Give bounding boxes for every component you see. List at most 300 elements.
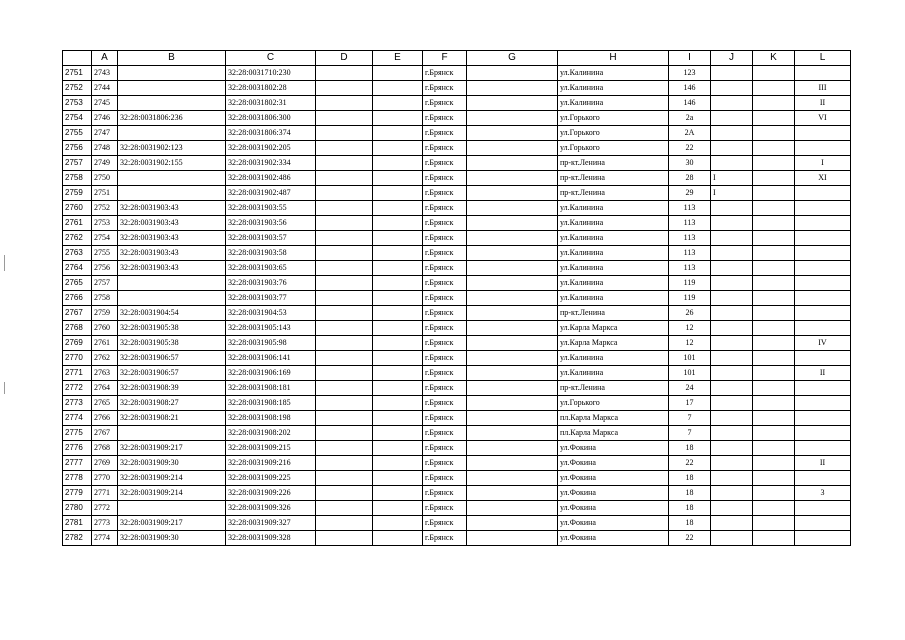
cell-col-d[interactable]	[316, 501, 373, 516]
cell-col-b[interactable]: 32:28:0031903:43	[118, 216, 226, 231]
cell-col-i[interactable]: 113	[669, 231, 711, 246]
cell-col-i[interactable]: 22	[669, 531, 711, 546]
cell-col-h[interactable]: ул.Калинина	[558, 231, 669, 246]
cell-col-i[interactable]: 119	[669, 276, 711, 291]
cell-col-h[interactable]: ул.Калинина	[558, 261, 669, 276]
cell-col-g[interactable]	[467, 471, 558, 486]
cell-col-j[interactable]: I	[711, 186, 753, 201]
cell-col-e[interactable]	[373, 336, 423, 351]
cell-col-c[interactable]: 32:28:0031908:185	[226, 396, 316, 411]
cell-col-h[interactable]: ул.Фокина	[558, 516, 669, 531]
cell-col-k[interactable]	[753, 396, 795, 411]
cell-col-i[interactable]: 28	[669, 171, 711, 186]
cell-col-d[interactable]	[316, 471, 373, 486]
cell-col-l[interactable]: III	[795, 81, 851, 96]
row-number[interactable]: 2765	[63, 276, 92, 291]
cell-col-e[interactable]	[373, 321, 423, 336]
cell-col-l[interactable]	[795, 261, 851, 276]
cell-col-i[interactable]: 17	[669, 396, 711, 411]
cell-col-f[interactable]: г.Брянск	[423, 231, 467, 246]
cell-col-c[interactable]: 32:28:0031902:487	[226, 186, 316, 201]
cell-col-l[interactable]	[795, 246, 851, 261]
cell-col-k[interactable]	[753, 351, 795, 366]
cell-col-e[interactable]	[373, 156, 423, 171]
cell-col-h[interactable]: ул.Калинина	[558, 291, 669, 306]
cell-col-h[interactable]: ул.Фокина	[558, 486, 669, 501]
cell-col-b[interactable]	[118, 186, 226, 201]
cell-col-k[interactable]	[753, 126, 795, 141]
cell-col-j[interactable]	[711, 141, 753, 156]
cell-col-k[interactable]	[753, 261, 795, 276]
cell-col-d[interactable]	[316, 201, 373, 216]
cell-col-e[interactable]	[373, 276, 423, 291]
column-header-a[interactable]: A	[92, 51, 118, 66]
cell-col-a[interactable]: 2764	[92, 381, 118, 396]
cell-col-d[interactable]	[316, 291, 373, 306]
cell-col-f[interactable]: г.Брянск	[423, 306, 467, 321]
cell-col-a[interactable]: 2763	[92, 366, 118, 381]
cell-col-f[interactable]: г.Брянск	[423, 351, 467, 366]
cell-col-j[interactable]	[711, 531, 753, 546]
cell-col-c[interactable]: 32:28:0031908:181	[226, 381, 316, 396]
cell-col-f[interactable]: г.Брянск	[423, 126, 467, 141]
cell-col-d[interactable]	[316, 411, 373, 426]
cell-col-e[interactable]	[373, 201, 423, 216]
cell-col-j[interactable]	[711, 381, 753, 396]
cell-col-c[interactable]: 32:28:0031902:334	[226, 156, 316, 171]
cell-col-g[interactable]	[467, 291, 558, 306]
cell-col-a[interactable]: 2756	[92, 261, 118, 276]
cell-col-c[interactable]: 32:28:0031905:98	[226, 336, 316, 351]
cell-col-j[interactable]	[711, 96, 753, 111]
row-number[interactable]: 2757	[63, 156, 92, 171]
cell-col-h[interactable]: ул.Калинина	[558, 276, 669, 291]
row-number[interactable]: 2771	[63, 366, 92, 381]
cell-col-g[interactable]	[467, 246, 558, 261]
cell-col-b[interactable]: 32:28:0031905:38	[118, 336, 226, 351]
cell-col-c[interactable]: 32:28:0031904:53	[226, 306, 316, 321]
cell-col-k[interactable]	[753, 216, 795, 231]
cell-col-d[interactable]	[316, 246, 373, 261]
cell-col-a[interactable]: 2750	[92, 171, 118, 186]
cell-col-d[interactable]	[316, 321, 373, 336]
cell-col-a[interactable]: 2748	[92, 141, 118, 156]
cell-col-d[interactable]	[316, 516, 373, 531]
cell-col-e[interactable]	[373, 186, 423, 201]
cell-col-i[interactable]: 7	[669, 426, 711, 441]
cell-col-j[interactable]	[711, 276, 753, 291]
cell-col-b[interactable]	[118, 426, 226, 441]
cell-col-b[interactable]: 32:28:0031903:43	[118, 246, 226, 261]
cell-col-b[interactable]	[118, 501, 226, 516]
cell-col-k[interactable]	[753, 186, 795, 201]
column-header-i[interactable]: I	[669, 51, 711, 66]
cell-col-h[interactable]: ул.Горького	[558, 126, 669, 141]
cell-col-e[interactable]	[373, 456, 423, 471]
cell-col-h[interactable]: ул.Калинина	[558, 201, 669, 216]
cell-col-c[interactable]: 32:28:0031802:28	[226, 81, 316, 96]
cell-col-k[interactable]	[753, 111, 795, 126]
cell-col-d[interactable]	[316, 66, 373, 81]
cell-col-a[interactable]: 2746	[92, 111, 118, 126]
cell-col-f[interactable]: г.Брянск	[423, 291, 467, 306]
column-header-b[interactable]: B	[118, 51, 226, 66]
column-header-d[interactable]: D	[316, 51, 373, 66]
cell-col-a[interactable]: 2752	[92, 201, 118, 216]
cell-col-c[interactable]: 32:28:0031909:215	[226, 441, 316, 456]
row-number[interactable]: 2777	[63, 456, 92, 471]
row-number[interactable]: 2755	[63, 126, 92, 141]
cell-col-f[interactable]: г.Брянск	[423, 186, 467, 201]
cell-col-b[interactable]: 32:28:0031909:214	[118, 471, 226, 486]
cell-col-l[interactable]	[795, 276, 851, 291]
cell-col-j[interactable]: I	[711, 171, 753, 186]
cell-col-c[interactable]: 32:28:0031909:226	[226, 486, 316, 501]
cell-col-i[interactable]: 123	[669, 66, 711, 81]
cell-col-k[interactable]	[753, 531, 795, 546]
row-number[interactable]: 2775	[63, 426, 92, 441]
cell-col-j[interactable]	[711, 486, 753, 501]
cell-col-b[interactable]	[118, 66, 226, 81]
column-header-g[interactable]: G	[467, 51, 558, 66]
cell-col-a[interactable]: 2755	[92, 246, 118, 261]
cell-col-i[interactable]: 18	[669, 471, 711, 486]
cell-col-a[interactable]: 2759	[92, 306, 118, 321]
cell-col-j[interactable]	[711, 306, 753, 321]
cell-col-l[interactable]	[795, 351, 851, 366]
cell-col-g[interactable]	[467, 381, 558, 396]
cell-col-g[interactable]	[467, 96, 558, 111]
cell-col-j[interactable]	[711, 351, 753, 366]
cell-col-a[interactable]: 2765	[92, 396, 118, 411]
cell-col-h[interactable]: ул.Калинина	[558, 96, 669, 111]
cell-col-j[interactable]	[711, 426, 753, 441]
cell-col-k[interactable]	[753, 321, 795, 336]
cell-col-a[interactable]: 2773	[92, 516, 118, 531]
cell-col-d[interactable]	[316, 96, 373, 111]
cell-col-h[interactable]: ул.Калинина	[558, 216, 669, 231]
cell-col-g[interactable]	[467, 171, 558, 186]
cell-col-k[interactable]	[753, 501, 795, 516]
cell-col-d[interactable]	[316, 156, 373, 171]
cell-col-i[interactable]: 2А	[669, 126, 711, 141]
cell-col-f[interactable]: г.Брянск	[423, 81, 467, 96]
cell-col-d[interactable]	[316, 216, 373, 231]
cell-col-f[interactable]: г.Брянск	[423, 486, 467, 501]
cell-col-g[interactable]	[467, 501, 558, 516]
cell-col-c[interactable]: 32:28:0031903:65	[226, 261, 316, 276]
cell-col-d[interactable]	[316, 366, 373, 381]
cell-col-l[interactable]	[795, 231, 851, 246]
cell-col-e[interactable]	[373, 171, 423, 186]
cell-col-l[interactable]: I	[795, 156, 851, 171]
cell-col-g[interactable]	[467, 156, 558, 171]
cell-col-l[interactable]	[795, 321, 851, 336]
cell-col-i[interactable]: 113	[669, 216, 711, 231]
cell-col-i[interactable]: 26	[669, 306, 711, 321]
row-number[interactable]: 2768	[63, 321, 92, 336]
cell-col-h[interactable]: ул.Фокина	[558, 456, 669, 471]
row-number[interactable]: 2769	[63, 336, 92, 351]
row-number[interactable]: 2767	[63, 306, 92, 321]
cell-col-i[interactable]: 24	[669, 381, 711, 396]
cell-col-c[interactable]: 32:28:0031902:486	[226, 171, 316, 186]
cell-col-f[interactable]: г.Брянск	[423, 441, 467, 456]
cell-col-j[interactable]	[711, 411, 753, 426]
cell-col-d[interactable]	[316, 126, 373, 141]
cell-col-l[interactable]	[795, 141, 851, 156]
cell-col-c[interactable]: 32:28:0031802:31	[226, 96, 316, 111]
row-number[interactable]: 2772	[63, 381, 92, 396]
cell-col-i[interactable]: 18	[669, 441, 711, 456]
cell-col-f[interactable]: г.Брянск	[423, 516, 467, 531]
cell-col-d[interactable]	[316, 426, 373, 441]
cell-col-f[interactable]: г.Брянск	[423, 531, 467, 546]
cell-col-a[interactable]: 2745	[92, 96, 118, 111]
cell-col-e[interactable]	[373, 291, 423, 306]
row-number[interactable]: 2781	[63, 516, 92, 531]
cell-col-b[interactable]: 32:28:0031903:43	[118, 231, 226, 246]
cell-col-b[interactable]: 32:28:0031806:236	[118, 111, 226, 126]
cell-col-g[interactable]	[467, 321, 558, 336]
cell-col-c[interactable]: 32:28:0031806:374	[226, 126, 316, 141]
cell-col-d[interactable]	[316, 381, 373, 396]
cell-col-a[interactable]: 2768	[92, 441, 118, 456]
cell-col-h[interactable]: пр-кт.Ленина	[558, 156, 669, 171]
cell-col-d[interactable]	[316, 441, 373, 456]
cell-col-a[interactable]: 2766	[92, 411, 118, 426]
cell-col-k[interactable]	[753, 246, 795, 261]
cell-col-j[interactable]	[711, 81, 753, 96]
cell-col-a[interactable]: 2760	[92, 321, 118, 336]
cell-col-k[interactable]	[753, 411, 795, 426]
cell-col-e[interactable]	[373, 126, 423, 141]
row-number[interactable]: 2766	[63, 291, 92, 306]
cell-col-h[interactable]: ул.Карла Маркса	[558, 321, 669, 336]
cell-col-a[interactable]: 2757	[92, 276, 118, 291]
cell-col-a[interactable]: 2743	[92, 66, 118, 81]
cell-col-i[interactable]: 12	[669, 336, 711, 351]
cell-col-l[interactable]	[795, 216, 851, 231]
cell-col-h[interactable]: ул.Фокина	[558, 531, 669, 546]
row-number[interactable]: 2779	[63, 486, 92, 501]
cell-col-e[interactable]	[373, 66, 423, 81]
cell-col-j[interactable]	[711, 441, 753, 456]
cell-col-l[interactable]	[795, 66, 851, 81]
cell-col-c[interactable]: 32:28:0031903:77	[226, 291, 316, 306]
cell-col-b[interactable]: 32:28:0031909:217	[118, 516, 226, 531]
cell-col-c[interactable]: 32:28:0031909:327	[226, 516, 316, 531]
column-header-c[interactable]: C	[226, 51, 316, 66]
cell-col-d[interactable]	[316, 141, 373, 156]
row-number[interactable]: 2760	[63, 201, 92, 216]
cell-col-i[interactable]: 146	[669, 81, 711, 96]
cell-col-h[interactable]: ул.Горького	[558, 396, 669, 411]
cell-col-e[interactable]	[373, 141, 423, 156]
cell-col-k[interactable]	[753, 231, 795, 246]
cell-col-k[interactable]	[753, 96, 795, 111]
cell-col-e[interactable]	[373, 111, 423, 126]
cell-col-l[interactable]: 3	[795, 486, 851, 501]
cell-col-k[interactable]	[753, 456, 795, 471]
cell-col-b[interactable]: 32:28:0031909:30	[118, 531, 226, 546]
row-number[interactable]: 2752	[63, 81, 92, 96]
cell-col-e[interactable]	[373, 516, 423, 531]
cell-col-j[interactable]	[711, 471, 753, 486]
cell-col-e[interactable]	[373, 231, 423, 246]
cell-col-l[interactable]	[795, 441, 851, 456]
cell-col-g[interactable]	[467, 201, 558, 216]
cell-col-i[interactable]: 113	[669, 201, 711, 216]
cell-col-j[interactable]	[711, 291, 753, 306]
cell-col-g[interactable]	[467, 141, 558, 156]
cell-col-j[interactable]	[711, 366, 753, 381]
cell-col-a[interactable]: 2771	[92, 486, 118, 501]
cell-col-j[interactable]	[711, 501, 753, 516]
cell-col-g[interactable]	[467, 186, 558, 201]
cell-col-j[interactable]	[711, 516, 753, 531]
cell-col-j[interactable]	[711, 216, 753, 231]
cell-col-i[interactable]: 2а	[669, 111, 711, 126]
cell-col-e[interactable]	[373, 501, 423, 516]
cell-col-i[interactable]: 101	[669, 351, 711, 366]
cell-col-e[interactable]	[373, 81, 423, 96]
cell-col-j[interactable]	[711, 336, 753, 351]
cell-col-l[interactable]	[795, 201, 851, 216]
cell-col-b[interactable]: 32:28:0031905:38	[118, 321, 226, 336]
cell-col-h[interactable]: ул.Горького	[558, 141, 669, 156]
cell-col-j[interactable]	[711, 201, 753, 216]
cell-col-g[interactable]	[467, 336, 558, 351]
cell-col-f[interactable]: г.Брянск	[423, 426, 467, 441]
cell-col-d[interactable]	[316, 171, 373, 186]
cell-col-l[interactable]: VI	[795, 111, 851, 126]
cell-col-g[interactable]	[467, 126, 558, 141]
cell-col-e[interactable]	[373, 246, 423, 261]
cell-col-b[interactable]	[118, 126, 226, 141]
cell-col-c[interactable]: 32:28:0031905:143	[226, 321, 316, 336]
cell-col-l[interactable]: IV	[795, 336, 851, 351]
cell-col-l[interactable]: II	[795, 366, 851, 381]
column-header-k[interactable]: K	[753, 51, 795, 66]
cell-col-g[interactable]	[467, 306, 558, 321]
cell-col-d[interactable]	[316, 306, 373, 321]
cell-col-h[interactable]: ул.Фокина	[558, 471, 669, 486]
column-header-h[interactable]: H	[558, 51, 669, 66]
cell-col-a[interactable]: 2762	[92, 351, 118, 366]
cell-col-c[interactable]: 32:28:0031903:56	[226, 216, 316, 231]
cell-col-i[interactable]: 18	[669, 486, 711, 501]
cell-col-f[interactable]: г.Брянск	[423, 96, 467, 111]
cell-col-d[interactable]	[316, 276, 373, 291]
cell-col-b[interactable]: 32:28:0031904:54	[118, 306, 226, 321]
cell-col-j[interactable]	[711, 321, 753, 336]
cell-col-g[interactable]	[467, 426, 558, 441]
row-number[interactable]: 2761	[63, 216, 92, 231]
cell-col-l[interactable]: II	[795, 456, 851, 471]
cell-col-h[interactable]: пр-кт.Ленина	[558, 171, 669, 186]
cell-col-h[interactable]: ул.Калинина	[558, 366, 669, 381]
cell-col-c[interactable]: 32:28:0031909:328	[226, 531, 316, 546]
cell-col-k[interactable]	[753, 291, 795, 306]
cell-col-e[interactable]	[373, 531, 423, 546]
cell-col-c[interactable]: 32:28:0031903:57	[226, 231, 316, 246]
cell-col-g[interactable]	[467, 366, 558, 381]
cell-col-a[interactable]: 2758	[92, 291, 118, 306]
cell-col-f[interactable]: г.Брянск	[423, 471, 467, 486]
cell-col-b[interactable]: 32:28:0031906:57	[118, 366, 226, 381]
cell-col-g[interactable]	[467, 216, 558, 231]
cell-col-k[interactable]	[753, 426, 795, 441]
cell-col-l[interactable]	[795, 396, 851, 411]
cell-col-j[interactable]	[711, 126, 753, 141]
cell-col-l[interactable]	[795, 531, 851, 546]
cell-col-h[interactable]: пл.Карла Маркса	[558, 426, 669, 441]
cell-col-i[interactable]: 101	[669, 366, 711, 381]
cell-col-g[interactable]	[467, 411, 558, 426]
cell-col-h[interactable]: пр-кт.Ленина	[558, 186, 669, 201]
cell-col-a[interactable]: 2772	[92, 501, 118, 516]
cell-col-e[interactable]	[373, 96, 423, 111]
cell-col-k[interactable]	[753, 381, 795, 396]
cell-col-a[interactable]: 2767	[92, 426, 118, 441]
cell-col-c[interactable]: 32:28:0031908:202	[226, 426, 316, 441]
cell-col-g[interactable]	[467, 351, 558, 366]
cell-col-e[interactable]	[373, 366, 423, 381]
cell-col-i[interactable]: 30	[669, 156, 711, 171]
column-header-j[interactable]: J	[711, 51, 753, 66]
cell-col-f[interactable]: г.Брянск	[423, 366, 467, 381]
cell-col-b[interactable]: 32:28:0031908:21	[118, 411, 226, 426]
cell-col-d[interactable]	[316, 231, 373, 246]
cell-col-g[interactable]	[467, 66, 558, 81]
cell-col-k[interactable]	[753, 171, 795, 186]
row-number[interactable]: 2776	[63, 441, 92, 456]
row-number[interactable]: 2759	[63, 186, 92, 201]
cell-col-b[interactable]	[118, 291, 226, 306]
cell-col-e[interactable]	[373, 426, 423, 441]
cell-col-f[interactable]: г.Брянск	[423, 171, 467, 186]
cell-col-b[interactable]	[118, 276, 226, 291]
cell-col-a[interactable]: 2761	[92, 336, 118, 351]
cell-col-a[interactable]: 2753	[92, 216, 118, 231]
cell-col-l[interactable]: II	[795, 96, 851, 111]
cell-col-f[interactable]: г.Брянск	[423, 321, 467, 336]
cell-col-f[interactable]: г.Брянск	[423, 111, 467, 126]
cell-col-h[interactable]: ул.Фокина	[558, 501, 669, 516]
cell-col-l[interactable]	[795, 381, 851, 396]
cell-col-k[interactable]	[753, 156, 795, 171]
column-header-f[interactable]: F	[423, 51, 467, 66]
cell-col-l[interactable]	[795, 426, 851, 441]
cell-col-f[interactable]: г.Брянск	[423, 411, 467, 426]
cell-col-g[interactable]	[467, 486, 558, 501]
cell-col-h[interactable]: ул.Калинина	[558, 66, 669, 81]
cell-col-i[interactable]: 18	[669, 501, 711, 516]
column-header-l[interactable]: L	[795, 51, 851, 66]
column-header-e[interactable]: E	[373, 51, 423, 66]
cell-col-d[interactable]	[316, 111, 373, 126]
cell-col-l[interactable]	[795, 306, 851, 321]
cell-col-f[interactable]: г.Брянск	[423, 381, 467, 396]
cell-col-c[interactable]: 32:28:0031903:58	[226, 246, 316, 261]
row-number[interactable]: 2753	[63, 96, 92, 111]
cell-col-g[interactable]	[467, 516, 558, 531]
cell-col-d[interactable]	[316, 81, 373, 96]
row-number[interactable]: 2770	[63, 351, 92, 366]
cell-col-e[interactable]	[373, 471, 423, 486]
cell-col-l[interactable]	[795, 291, 851, 306]
